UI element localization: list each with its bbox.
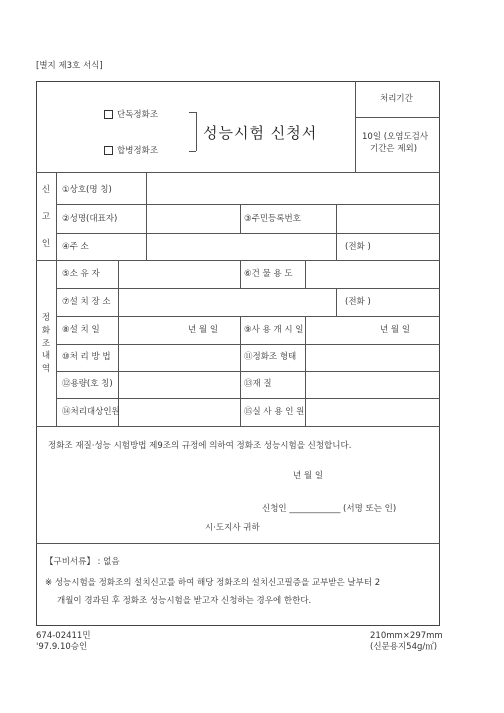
actual-persons-label: ⑮실 사 용 인 원 xyxy=(244,407,305,417)
processing-value-2: 기간은 제외) xyxy=(370,144,418,154)
option-single[interactable] xyxy=(104,110,158,120)
checkbox-icon[interactable] xyxy=(104,146,113,155)
start-date-unit: 년 월 일 xyxy=(380,325,411,335)
name-label: ②성명(대표자) xyxy=(62,214,118,224)
note-line-1: ※ 성능시험을 정화조의 설치신고를 하여 해당 정화조의 설치신고필증을 교부받은 날부터 2 xyxy=(45,578,381,588)
form-number-label: [별지 제3호 서식] xyxy=(36,61,103,71)
tank-group-label: 정 화 조 내 역 xyxy=(41,313,51,374)
footer-code: 674-02411민 xyxy=(36,631,91,641)
required-documents: 【구비서류】 : 없음 xyxy=(45,557,120,567)
date-line: 년 월 일 xyxy=(293,471,324,481)
signature-line[interactable]: 신청인 ____________ (서명 또는 인) xyxy=(262,504,397,514)
address-label: ④주 소 xyxy=(62,242,89,252)
footer-approval: '97.9.10승인 xyxy=(36,642,88,652)
applicant-phone-label: (전화 ) xyxy=(345,242,371,252)
note-line-2: 개월이 경과된 후 정화조 성능시험을 받고자 신청하는 경우에 한한다. xyxy=(57,596,312,606)
building-use-label: ⑥건 물 용 도 xyxy=(244,269,293,279)
tank-type-label: ⑪정화조 형태 xyxy=(244,352,297,362)
start-date-label: ⑨사 용 개 시 일 xyxy=(244,325,304,335)
processing-label: 처리기간 xyxy=(380,94,413,104)
target-persons-label: ⑭처리대상인원 xyxy=(62,407,120,417)
option-combined[interactable] xyxy=(104,146,158,156)
option-label: 단독정화조 xyxy=(117,110,159,120)
owner-label: ⑤소 유 자 xyxy=(62,269,100,279)
tank-phone-label: (전화 ) xyxy=(345,297,371,307)
form-title: 성능시험 신청서 xyxy=(203,124,318,142)
processing-value-1: 10일 (오염도검사 xyxy=(362,132,429,142)
option-label: 합병정화조 xyxy=(117,146,159,156)
material-label: ⑬재 질 xyxy=(244,379,272,389)
install-date-label: ⑧설 치 일 xyxy=(62,325,100,335)
applicant-group-label: 신 고 인 xyxy=(41,185,51,249)
capacity-label: ⑫용량(호 칭) xyxy=(62,379,113,389)
trade-name-label: ①상호(명 칭) xyxy=(62,185,112,195)
checkbox-icon[interactable] xyxy=(104,110,113,119)
footer-paper-type: (신문용지54g/㎡) xyxy=(370,642,438,652)
resident-number-label: ③주민등록번호 xyxy=(244,214,301,224)
footer-paper-size: 210mm×297mm xyxy=(370,631,443,641)
addressee: 시·도지사 귀하 xyxy=(205,523,260,533)
application-statement: 정화조 재질·성능 시험방법 제9조의 규정에 의하여 정화조 성능시험을 신청합니다. xyxy=(48,441,352,451)
install-place-label: ⑦설 치 장 소 xyxy=(62,297,111,307)
treatment-method-label: ⑩처 리 방 법 xyxy=(62,352,111,362)
install-date-unit: 년 월 일 xyxy=(188,325,219,335)
